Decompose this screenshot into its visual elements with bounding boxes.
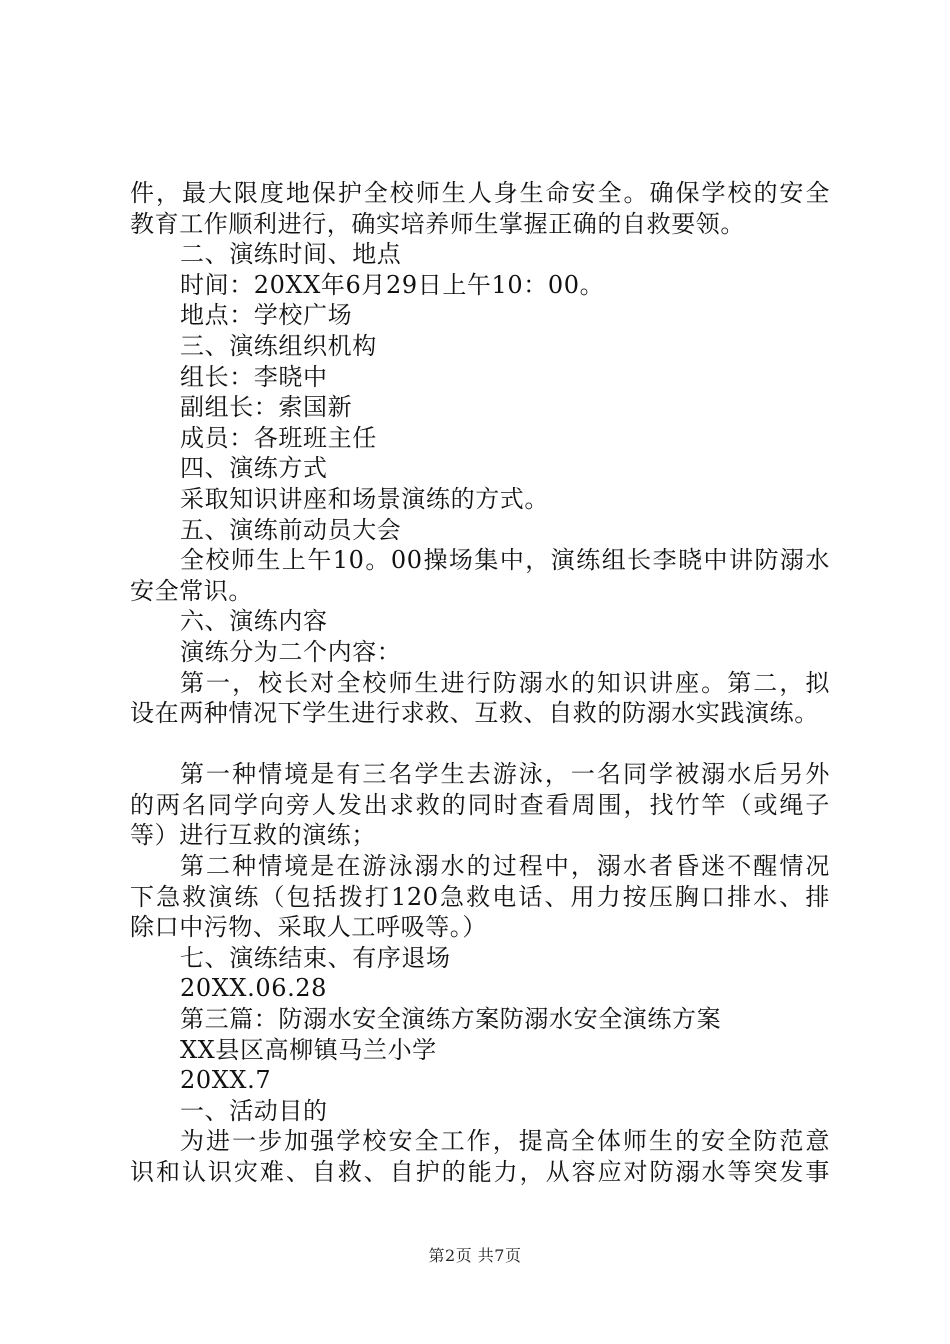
text-line: 下急救演练（包括拨打120急救电话、用力按压胸口排水、排	[130, 882, 830, 911]
text-line: 第一种情境是有三名学生去游泳，一名同学被溺水后另外	[180, 760, 830, 789]
text-line: 安全常识。	[130, 576, 253, 605]
text-line: 全校师生上午10。00操场集中，演练组长李晓中讲防溺水	[180, 546, 830, 575]
document-body	[130, 178, 830, 1188]
text-line: XX县区高柳镇马兰小学	[180, 1035, 437, 1064]
text-line: 组长：李晓中	[180, 362, 328, 391]
text-line: 演练分为二个内容：	[180, 637, 402, 666]
text-line: 三、演练组织机构	[180, 331, 377, 360]
text-line: 20XX.7	[180, 1066, 272, 1095]
text-line: 地点：学校广场	[180, 301, 353, 330]
text-line: 六、演练内容	[180, 607, 328, 636]
text-line: 第三篇：防溺水安全演练方案防溺水安全演练方案	[180, 1005, 722, 1034]
text-line: 第一，校长对全校师生进行防溺水的知识讲座。第二，拟	[180, 668, 830, 697]
text-line: 识和认识灾难、自救、自护的能力，从容应对防溺水等突发事	[130, 1158, 830, 1186]
text-line: 等）进行互救的演练；	[130, 821, 376, 850]
text-line: 教育工作顺利进行，确实培养师生掌握正确的自救要领。	[130, 209, 745, 238]
text-line: 20XX.06.28	[180, 974, 328, 1003]
text-line: 成员：各班班主任	[180, 423, 377, 452]
text-line: 除口中污物、采取人工呼吸等。）	[130, 913, 487, 942]
text-line: 采取知识讲座和场景演练的方式。	[180, 484, 549, 513]
page-footer: 第2页 共7页	[428, 1246, 522, 1265]
text-line: 设在两种情况下学生进行求救、互救、自救的防溺水实践演练。	[130, 699, 819, 728]
text-line: 一、活动目的	[180, 1096, 328, 1125]
text-line: 件，最大限度地保护全校师生人身生命安全。确保学校的安全	[130, 179, 830, 207]
text-line: 时间：20XX年6月29日上午10：00。	[180, 270, 605, 299]
text-line: 的两名同学向旁人发出求救的同时查看周围，找竹竿（或绳子	[130, 790, 830, 819]
text-line: 二、演练时间、地点	[180, 240, 402, 269]
text-line: 七、演练结束、有序退场	[180, 943, 451, 972]
text-line: 四、演练方式	[180, 454, 328, 483]
text-line: 五、演练前动员大会	[180, 515, 402, 544]
text-line: 第二种情境是在游泳溺水的过程中，溺水者昏迷不醒情况	[180, 852, 830, 881]
text-line: 副组长：索国新	[180, 393, 353, 422]
blank-line	[130, 729, 830, 760]
text-line: 为进一步加强学校安全工作，提高全体师生的安全防范意	[180, 1127, 830, 1156]
